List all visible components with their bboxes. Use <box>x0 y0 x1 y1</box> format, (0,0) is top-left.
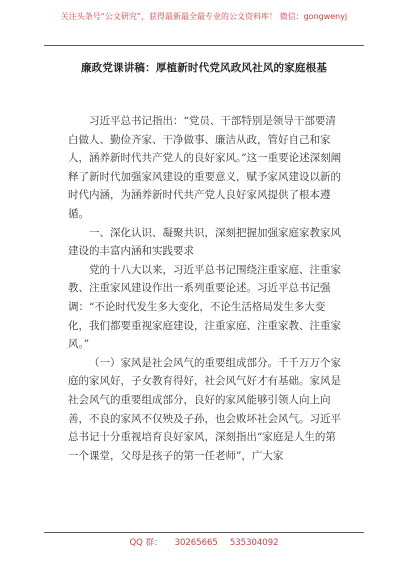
paragraph-intro: 习近平总书记指出：“党员、干部特别是领导干部要清白做人、勤俭齐家、干净做事、廉洁从政，管好自己和家人，涵养新时代共产党人的良好家风。”这一重要论述深刻阐释了新时代加强家风建设的重要意义，赋予家风建设以新的时代内涵，为涵养新时代共产党人良好家风提供了根本遵循。 <box>68 115 342 220</box>
header-divider <box>44 45 364 46</box>
qq-group-label: QQ 群： <box>129 538 163 548</box>
section-heading-1: 一、深化认识、凝聚共识，深刻把握加强家庭家教家风建设的丰富内涵和实践要求 <box>68 226 341 258</box>
document-body <box>68 112 342 465</box>
qq-group-number-2: 535304092 <box>229 538 279 548</box>
footer-divider <box>44 532 364 533</box>
paragraph-subsection-1: （一）家风是社会风气的重要组成部分。千千万万个家庭的家风好，子女教育得好，社会风气好才有基础。家风是社会风气的重要组成部分，良好的家风能够引领人向上向善，不良的家风不仅殃及子孙，也会败坏社会风气。习近平总书记十分重视培育良好家风，深刻指出“家庭是人生的第一个课堂，父母是孩子的第一任老师”，广大家 <box>68 356 341 462</box>
paragraph-section-1: 党的十八大以来，习近平总书记围绕注重家庭、注重家教、注重家风建设作出一系列重要论述。习近平总书记强调：“不论时代发生多大变化，不论生活格局发生多大变化，我们都要重视家庭建设，注重家庭、注重家教、注重家风。” <box>68 263 341 351</box>
qq-group-number-1: 30265665 <box>174 538 218 548</box>
header-banner: 关注头条号“公文研究”，获得最新最全最专业的公文资料库！ 微信：gongwenyj <box>60 11 348 21</box>
footer-qq-groups <box>0 536 408 552</box>
document-title: 廉政党课讲稿：厚植新时代党风政风社风的家庭根基 <box>80 62 328 74</box>
